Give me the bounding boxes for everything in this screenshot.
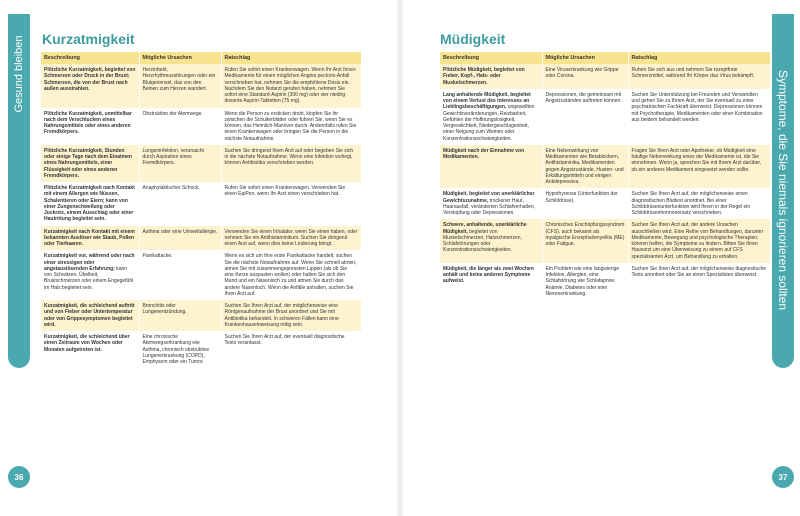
description-normal: ungewollten Gewichtsveränderungen, Reizbarkeit, Gefühlen der Hoffnungslosigkeit, Vergesslichkeit, Niedergeschlagenheit, einer Neigung zum Weinen oder Konzentrationsschwierigkeiten. <box>443 104 535 142</box>
cause-cell: Hypothyreose (Unterfunktion der Schilddrüse). <box>542 188 628 219</box>
description-cell <box>440 263 542 300</box>
description-cell <box>41 331 139 368</box>
description-normal: begleitet von Muskelschmerzen, Halsschmerzen, Schlafstörungen oder Konzentrationsschwierigkeiten. <box>443 228 522 254</box>
description-cell <box>440 145 542 189</box>
column-header: Mögliche Ursachen <box>542 52 628 64</box>
advice-cell: Rufen Sie sofort einen Krankenwagen. Wenn Ihr Arzt Ihnen Medikamente für einen möglichen Angina pectoris-Anfall verschrieben hat, nehmen Sie die empfohlene Dosis ein. Nachdem Sie den Notarzt gerufen haben, nehmen Sie sofort eine Standard-Aspirin (300 mg) oder vier niedrig dosierte Aspirin-Tabletten (75 mg). <box>221 64 361 108</box>
column-header: Ratschlag <box>628 52 770 64</box>
cause-cell: Herzinfarkt, Herzrhythmusstörungen oder ein Blutgerinnsel, das von den Beinen zum Herzen wandert. <box>139 64 221 108</box>
advice-cell: Suchen Sie Ihren Arzt auf, der möglicherweise diagnostische Tests anordnet oder Sie an einen Spezialisten überweist. <box>628 263 770 300</box>
section-tab-right <box>772 14 794 368</box>
description-cell <box>41 226 139 251</box>
description-bold: Plötzliche Kurzatmigkeit, Stunden oder einige Tage nach dem Einatmen eines Nahrungsmittels, einer Flüssigkeit oder eines anderen Fremdkörpers. <box>44 147 132 179</box>
table-row <box>41 300 361 331</box>
table-header <box>440 52 770 64</box>
description-cell <box>41 64 139 108</box>
description-bold: Kurzatmigkeit vor, während oder nach einer stressigen oder angstauslösenden Erfahrung; <box>44 253 135 272</box>
column-header: Beschreibung <box>41 52 139 64</box>
advice-cell: Suchen Sie dringend Ihren Arzt auf oder begeben Sie sich in die nächste Notaufnahme. Wenn eine Infektion vorliegt, können Antibiotika verschrieben werden. <box>221 145 361 182</box>
advice-cell: Suchen Sie Ihren Arzt auf, der eventuell diagnostische Tests veranlasst. <box>221 331 361 368</box>
description-bold: Plötzliche Müdigkeit, begleitet von Fieber, Kopf-, Hals- oder Muskelschmerzen. <box>443 67 525 86</box>
cause-cell: Obstruktion der Atemwege. <box>139 108 221 145</box>
advice-cell: Suchen Sie Unterstützung bei Freunden und Verwandten und gehen Sie zu Ihrem Arzt, der Sie eventuell zu einer psychiatrischen Fachkraft überweist. Depressionen können mit Psychotherapie, Medikamenten oder einer Kombination aus beidem behandelt werden. <box>628 89 770 145</box>
cause-cell: Eine chronische Atemwegserkrankung wie Asthma, chronisch obstruktive Lungenerkrankung (COPD), Emphysem oder ein Tumor. <box>139 331 221 368</box>
table-row <box>41 331 361 368</box>
cause-cell: Lungeninfektion, verursacht durch Aspiration eines Fremdkörpers. <box>139 145 221 182</box>
symptom-table-right <box>440 52 771 300</box>
description-bold: Müdigkeit, die länger als zwei Wochen anhält und keine anderen Symptome aufweist. <box>443 265 534 285</box>
table-row <box>41 64 361 108</box>
description-cell <box>41 108 139 145</box>
tab-label-right: Symptome, die Sie niemals ignorieren sollten <box>776 69 790 311</box>
cause-cell: Bronchitis oder Lungenentzündung. <box>139 300 221 331</box>
description-bold: Kurzatmigkeit, die schleichend über einen Zeitraum von Wochen oder Monaten aufgetreten ist. <box>44 334 130 353</box>
table-row <box>440 188 770 219</box>
cause-cell: Chronisches Erschöpfungssyndrom (CFS), auch bekannt als myalgische Enzephalomyelitis (ME) oder Fatigue. <box>542 219 628 263</box>
description-bold: Plötzliche Kurzatmigkeit, unmittelbar nach dem Verschlucken eines Nahrungsmittels oder eines anderen Fremdkörpers. <box>44 110 132 136</box>
cause-cell: Depressionen, die gemeinsam mit Angstzuständen auftreten können. <box>542 89 628 145</box>
description-cell <box>41 300 139 331</box>
description-bold: Müdigkeit nach der Einnahme von Medikamenten. <box>443 147 525 160</box>
advice-cell: Wenn die Person zu ersticken droht, klopfen Sie ihr zwischen die Schulterblätter oder führen Sie, wenn Sie es können, das Heimlich-Manöver durch. Andernfalls rufen Sie einen Krankenwagen oder bringen Sie die Person in die nächste Notaufnahme. <box>221 108 361 145</box>
table-row <box>41 145 361 182</box>
page-heading-right: Müdigkeit <box>440 31 506 47</box>
advice-cell: Suchen Sie Ihren Arzt auf, der möglicherweise eine Röntgenaufnahme der Brust anordnet und Sie mit Antibiotika behandelt. In schweren Fällen kann eine Krankenhauseinweisung nötig sein. <box>221 300 361 331</box>
description-normal: kann von Schwitzen, Übelkeit, Brustschmerzen oder einem Engegefühl im Hals begleitet sein. <box>44 265 134 291</box>
table-row <box>41 182 361 226</box>
table-row <box>440 64 770 89</box>
advice-cell: Ruhen Sie sich aus und nehmen Sie rezeptfreie Schmerzmittel, während Ihr Körper das Virus bekämpft. <box>628 64 770 89</box>
cause-cell: Ein Problem wie eine langwierige Infektion, Allergien, eine Schlafstörung wie Schlafapnoe, Anämie, Diabetes oder eine Nierenerkrankung. <box>542 263 628 300</box>
advice-cell: Suchen Sie Ihren Arzt auf, der möglicherweise einen diagnostischen Bluttest anordnet. Bei einer Schilddrüsenunterfunktion wird Ihnen in der Regel ein Schilddrüsenhormonersatz verschrieben. <box>628 188 770 219</box>
description-bold: Plötzliche Kurzatmigkeit, begleitet von Schmerzen oder Druck in der Brust; Schmerzen, die von der Brust nach außen ausstrahlen. <box>44 67 136 92</box>
description-cell <box>440 64 542 89</box>
tab-label-left: Gesund bleiben <box>13 35 25 113</box>
section-tab-left <box>8 14 30 368</box>
column-header: Ratschlag <box>221 52 361 64</box>
description-cell <box>41 250 139 300</box>
table-row <box>440 145 770 189</box>
page-heading-left: Kurzatmigkeit <box>42 31 135 47</box>
advice-cell: Verwenden Sie einen Inhalator, wenn Sie einen haben, oder nehmen Sie ein Antihistaminikum. Suchen Sie dringend einen Arzt auf, wenn dies keine Linderung bringt. <box>221 226 361 251</box>
advice-cell: Fragen Sie Ihren Arzt oder Apotheker, ob Müdigkeit eine häufige Nebenwirkung eines der Medikamente ist, die Sie einnehmen. Wenn ja, sprechen Sie mit Ihrem Arzt darüber, ob ein anderes Medikament eingesetzt werden sollte. <box>628 145 770 189</box>
table-row <box>440 219 770 263</box>
advice-cell: Wenn es sich um Ihre erste Panikattacke handelt, suchen Sie die nächste Notaufnahme auf. Wenn Sie schnell atmen, atmen Sie mit zusammengepressten Lippen (als ob Sie eine Kerze auspusten wollen) oder halten Sie sich den Mund und ein Nasenloch zu und atmen Sie durch das andere Nasenloch. Wenn die Anfälle anhalten, suchen Sie Ihren Arzt auf. <box>221 250 361 300</box>
symptom-table-left <box>41 52 362 368</box>
table-row <box>41 226 361 251</box>
description-bold: Kurzatmigkeit nach Kontakt mit einem bekannten Auslöser wie Staub, Pollen oder Tierhaaren. <box>44 228 135 247</box>
description-cell <box>440 188 542 219</box>
advice-cell: Suchen Sie Ihren Arzt auf, der andere Ursachen ausschließen wird. Eine Reihe von Behandlungen, darunter Medikamente, Bewegung und psychologische Therapien, können helfen, die Symptome zu lindern. Bitten Sie Ihren Hausarzt um eine Überweisung zu einem auf CFS spezialisierten Arzt, um Behandlung zu erhalten. <box>628 219 770 263</box>
description-cell <box>41 182 139 226</box>
page-number-left: 36 <box>8 466 30 488</box>
description-bold: Schwere, anhaltende, unerklärliche Müdigkeit, <box>443 222 527 235</box>
right-page <box>400 0 800 516</box>
description-bold: Lang anhaltende Müdigkeit, begleitet von einem Verlust des Interesses an Lieblingsbeschäftigungen, <box>443 91 531 111</box>
cause-cell: Anaphylaktischer Schock. <box>139 182 221 226</box>
table-row <box>41 108 361 145</box>
cause-cell: Panikattacke. <box>139 250 221 300</box>
description-cell <box>440 89 542 145</box>
cause-cell: Eine Viruserkrankung wie Grippe oder Corona. <box>542 64 628 89</box>
description-bold: Kurzatmigkeit, die schleichend auftritt und von Fieber oder Untertemperatur oder von Grippesymptomen begleitet wird. <box>44 303 135 328</box>
page-number-right: 37 <box>772 466 794 488</box>
description-cell <box>41 145 139 182</box>
table-row <box>440 263 770 300</box>
description-cell <box>440 219 542 263</box>
description-normal: trockener Haut, Haarausfall, veränderten Schlafverhalten, Verstopfung oder Depressionen. <box>443 197 535 216</box>
table-row <box>41 250 361 300</box>
table-row <box>440 89 770 145</box>
cause-cell: Asthma oder eine Umweltallergie. <box>139 226 221 251</box>
description-bold: Plötzliche Kurzatmigkeit nach Kontakt mit einem Allergen wie Nüssen, Schalentieren oder Eiern; kann von einer Zungenschwellung oder Juckreiz, einem Ausschlag oder einer Hautrötung begleitet sein. <box>44 185 135 223</box>
column-header: Beschreibung <box>440 52 542 64</box>
cause-cell: Eine Nebenwirkung von Medikamenten wie Betablockern, Antihistaminika, Medikamenten gegen Angstzustände, Husten- und Erkältungsmitteln und einigen Antidepressiva. <box>542 145 628 189</box>
description-bold: Müdigkeit, begleitet von unerklärlicher Gewichtszunahme, <box>443 191 535 204</box>
advice-cell: Rufen Sie sofort einen Krankenwagen. Verwenden Sie einen EpiPen, wenn Ihr Arzt einen verschrieben hat. <box>221 182 361 226</box>
table-header <box>41 52 361 64</box>
column-header: Mögliche Ursachen <box>139 52 221 64</box>
